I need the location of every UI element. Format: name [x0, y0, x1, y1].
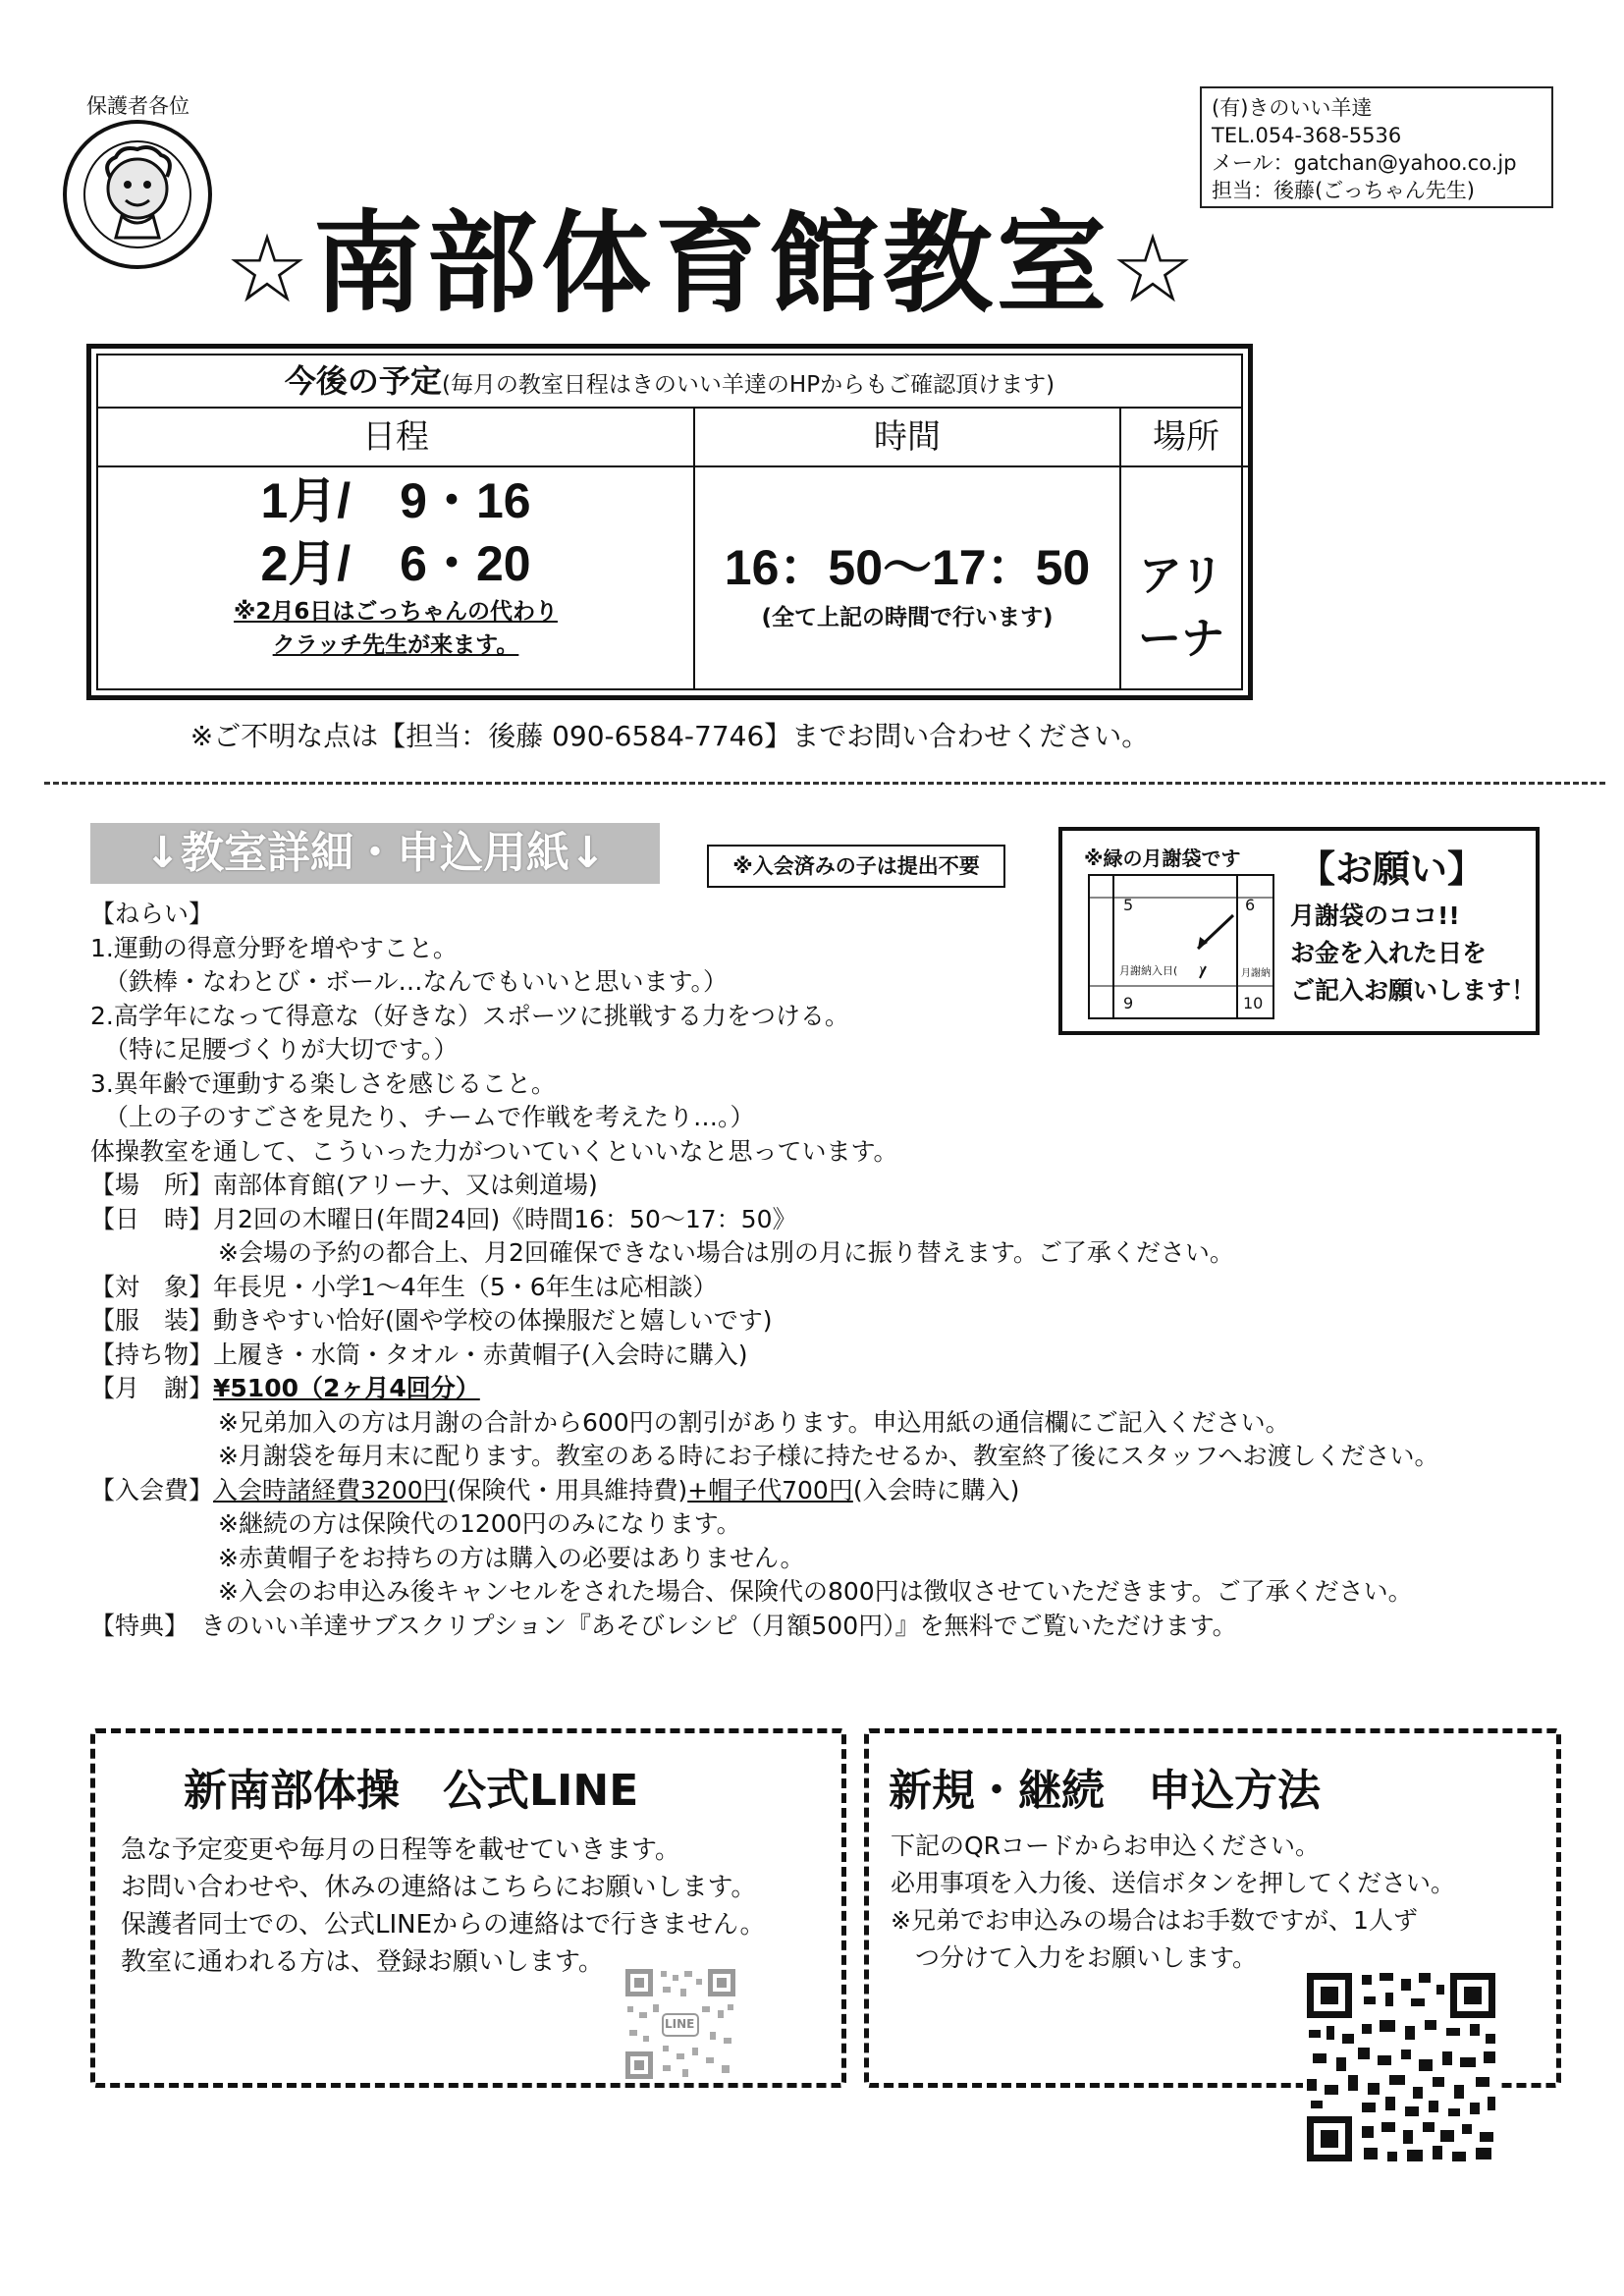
details-line: ※会場の予約の都合上、月2回確保できない場合は別の月に振り替えます。ご了承ください。	[218, 1238, 1234, 1267]
schedule-table	[86, 344, 1253, 700]
envelope-number: 9	[1123, 994, 1134, 1012]
schedule-heading-title: 今後の予定	[284, 362, 442, 400]
request-line: 月謝袋のココ!!	[1290, 902, 1460, 930]
contact-box	[1200, 86, 1553, 208]
apply-box-body	[891, 1828, 1455, 1977]
monthly-fee: ¥5100（2ヶ月4回分）	[213, 1374, 480, 1402]
entry-fee-label: 【入会費】	[90, 1475, 214, 1504]
not-needed-note: ※入会済みの子は提出不要	[707, 845, 1005, 888]
time-note: (全て上記の時間で行います)	[761, 605, 1054, 630]
hat-fee-note: (入会時に購入)	[852, 1475, 1020, 1504]
page-title-text: 南部体育館教室	[313, 200, 1110, 328]
date-line: 2月/ 6・20	[260, 536, 531, 591]
details-line: 【日 時】月2回の木曜日(年間24回)《時間16：50〜17：50》	[90, 1204, 797, 1233]
details-line: 3.異年齢で運動する楽しさを感じること。	[90, 1068, 556, 1098]
cut-line	[44, 782, 1605, 785]
section-banner: ↓教室詳細・申込用紙↓	[90, 823, 660, 884]
line-qr-label: LINE	[665, 2017, 695, 2031]
contact-person: 担当：後藤(ごっちゃん先生)	[1212, 179, 1475, 202]
details-line: （特に足腰づくりが大切です。）	[104, 1035, 459, 1064]
dates-cell	[98, 467, 693, 688]
schedule-heading	[98, 355, 1241, 409]
envelope-label: 月謝納入日( )	[1119, 964, 1204, 977]
apply-box-line: 必用事項を入力後、送信ボタンを押してください。	[891, 1869, 1456, 1897]
fee-label: 【月 謝】	[90, 1374, 214, 1402]
details-line	[90, 1474, 1583, 1508]
request-title: 【お願い】	[1298, 847, 1486, 891]
date-note: クラッチ先生が来ます。	[272, 632, 519, 658]
details-line: 【ねらい】	[90, 900, 214, 928]
envelope-side-label: 月謝納	[1241, 968, 1271, 979]
details-line: 2.高学年になって得意な（好きな）スポーツに挑戦する力をつける。	[90, 1001, 849, 1030]
line-box-body	[121, 1831, 766, 1981]
apply-box-title: 新規・継続 申込方法	[889, 1766, 1321, 1816]
addressee: 保護者各位	[86, 94, 189, 118]
envelope-number: 5	[1123, 896, 1134, 914]
envelope-number: 6	[1245, 896, 1256, 914]
apply-box-line: つ分けて入力をお願いします。	[891, 1943, 1258, 1972]
details-line: 【場 所】南部体育館(アリーナ、又は剣道場)	[90, 1171, 598, 1199]
apply-box-line: 下記のQRコードからお申込ください。	[891, 1831, 1321, 1860]
apply-box-line: ※兄弟でお申込みの場合はお手数ですが、1人ず	[891, 1906, 1418, 1935]
place-cell	[1121, 467, 1241, 688]
details-line: （上の子のすごさを見たり、チームで作戦を考えたり…。）	[104, 1103, 755, 1131]
line-box-line: 急な予定変更や毎月の日程等を載せていきます。	[121, 1835, 680, 1865]
details-line: 【持ち物】上履き・水筒・タオル・赤黄帽子(入会時に購入)	[90, 1339, 748, 1369]
time-range: 16：50〜17：50	[724, 540, 1091, 595]
request-note: ※緑の月謝袋です	[1084, 847, 1241, 870]
details-line	[90, 1372, 1583, 1406]
star-icon: ☆	[224, 214, 313, 324]
column-header-time: 時間	[695, 409, 1119, 467]
hat-fee: +帽子代700円	[687, 1475, 853, 1504]
request-line: ご記入お願いします！	[1290, 976, 1537, 1005]
line-box-line: お問い合わせや、休みの連絡はこちらにお願いします。	[121, 1873, 757, 1902]
details-line: 【特典】 きのいい羊達サブスクリプション『あそびレシピ（月額500円）』を無料でご覧いただけます。	[90, 1611, 1237, 1640]
phone-number: TEL.054-368-5536	[1212, 124, 1402, 147]
details-line: 1.運動の得意分野を増やすこと。	[90, 933, 458, 962]
details-line: ※赤黄帽子をお持ちの方は購入の必要はありません。	[218, 1543, 805, 1572]
application-qr-code[interactable]	[1303, 1969, 1529, 2195]
line-official-box	[90, 1728, 846, 2088]
request-line: お金を入れた日を	[1290, 939, 1488, 967]
details-line: （鉄棒・なわとび・ボール…なんでもいいと思います。）	[104, 967, 729, 996]
details-line: ※月謝袋を毎月末に配ります。教室のある時にお子様に持たせるか、教室終了後にスタッフへお渡しください。	[218, 1442, 1439, 1470]
inquiry-note: ※ご不明な点は【担当：後藤 090-6584-7746】までお問い合わせください。	[189, 720, 1150, 752]
column-header-dates: 日程	[98, 409, 693, 467]
line-box-title: 新南部体操 公式LINE	[184, 1766, 639, 1816]
line-box-line: 教室に通われる方は、登録お願いします。	[121, 1947, 604, 1977]
details-line: ※兄弟加入の方は月謝の合計から600円の割引があります。申込用紙の通信欄にご記入ください。	[218, 1407, 1290, 1437]
details-line: 体操教室を通して、こういった力がついていくといいなと思っています。	[90, 1136, 898, 1166]
class-details	[90, 898, 1583, 1643]
line-box-line: 保護者同士での、公式LINEからの連絡はで行きません。	[121, 1910, 766, 1940]
details-line: 【対 象】年長児・小学1〜4年生（5・6年生は応相談）	[90, 1272, 718, 1301]
company-logo	[61, 118, 214, 271]
envelope-number: 10	[1243, 994, 1264, 1012]
details-line: 【服 装】動きやすい恰好(園や学校の体操服だと嬉しいです)	[90, 1306, 773, 1335]
time-cell	[695, 467, 1119, 688]
line-qr-code[interactable]	[623, 1967, 737, 2081]
entry-fee: 入会時諸経費3200円	[213, 1475, 448, 1504]
entry-fee-note: (保険代・用具維持費)	[447, 1475, 688, 1504]
details-line: ※入会のお申込み後キャンセルをされた場合、保険代の800円は徴収させていただきます。ご了承ください。	[218, 1577, 1413, 1606]
date-line: 1月/ 9・16	[260, 473, 531, 528]
email-address: メール：gatchan@yahoo.co.jp	[1212, 151, 1517, 175]
company-name: (有)きのいい羊達	[1212, 96, 1373, 120]
column-header-place: 場所	[1121, 409, 1251, 467]
page-title	[206, 196, 1218, 332]
date-note: ※2月6日はごっちゃんの代わり	[234, 599, 558, 625]
place-name: アリーナ	[1138, 551, 1224, 664]
details-line: ※継続の方は保険代の1200円のみになります。	[218, 1509, 741, 1538]
schedule-heading-note: (毎月の教室日程はきのいい羊達のHPからもご確認頂けます)	[441, 372, 1056, 398]
application-box	[864, 1728, 1561, 2088]
star-icon: ☆	[1110, 214, 1200, 324]
